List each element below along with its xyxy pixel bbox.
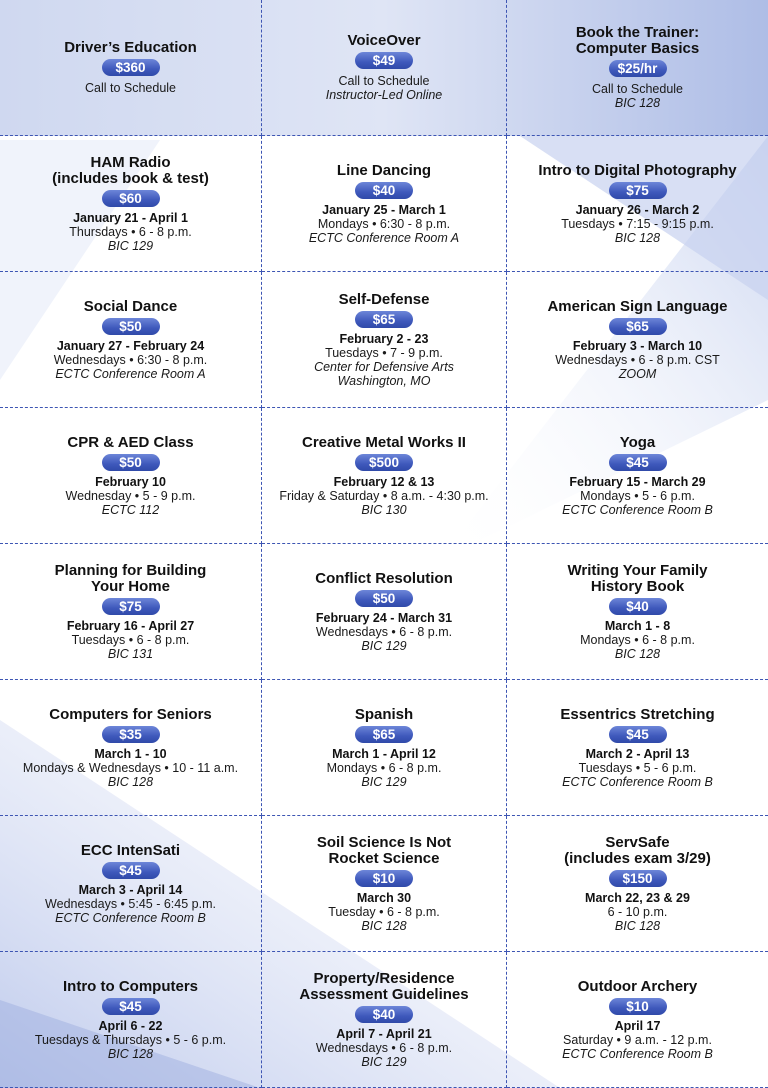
class-card bbox=[0, 952, 262, 1088]
class-time: Mondays • 6 - 8 p.m. bbox=[326, 760, 442, 775]
class-time: Call to Schedule bbox=[338, 74, 430, 88]
class-location: Center for Defensive Arts Washington, MO bbox=[314, 359, 454, 388]
price-badge: $35 bbox=[102, 726, 160, 743]
price-badge: $45 bbox=[102, 998, 160, 1015]
class-title: Line Dancing bbox=[336, 161, 432, 179]
class-dates: February 24 - March 31 bbox=[315, 610, 453, 625]
class-title: Book the Trainer: Computer Basics bbox=[575, 24, 700, 57]
class-dates: February 15 - March 29 bbox=[569, 474, 706, 489]
class-card bbox=[262, 272, 507, 408]
class-dates: April 7 - April 21 bbox=[336, 1026, 432, 1041]
class-location: BIC 129 bbox=[107, 238, 154, 253]
class-title: Computers for Seniors bbox=[49, 705, 212, 723]
class-dates: March 1 - April 12 bbox=[332, 746, 436, 761]
class-title: Soil Science Is Not Rocket Science bbox=[316, 833, 452, 867]
class-title: Outdoor Archery bbox=[577, 977, 698, 995]
class-time: Saturday • 9 a.m. - 12 p.m. bbox=[563, 1032, 712, 1047]
class-location: Instructor-Led Online bbox=[325, 88, 443, 102]
class-card bbox=[262, 952, 507, 1088]
class-title: Intro to Digital Photography bbox=[538, 161, 737, 179]
class-title: Intro to Computers bbox=[63, 977, 198, 995]
price-badge: $50 bbox=[102, 318, 160, 335]
class-card bbox=[507, 680, 768, 816]
class-card bbox=[507, 544, 768, 680]
price-badge: $10 bbox=[355, 870, 413, 887]
class-time: Mondays • 6 - 8 p.m. bbox=[580, 632, 695, 647]
price-badge: $360 bbox=[102, 59, 160, 76]
price-badge: $50 bbox=[355, 590, 413, 607]
class-dates: February 3 - March 10 bbox=[572, 338, 703, 353]
class-time: Tuesday • 6 - 8 p.m. bbox=[328, 904, 440, 919]
class-title: VoiceOver bbox=[347, 32, 421, 49]
price-badge: $40 bbox=[355, 182, 413, 199]
class-card bbox=[262, 408, 507, 544]
class-time: Mondays • 5 - 6 p.m. bbox=[580, 488, 695, 503]
class-location: ECTC Conference Room A bbox=[55, 366, 206, 381]
class-dates: March 22, 23 & 29 bbox=[585, 890, 690, 905]
class-card bbox=[507, 816, 768, 952]
class-time: Tuesdays • 7 - 9 p.m. bbox=[325, 345, 443, 360]
class-title: ServSafe (includes exam 3/29) bbox=[564, 833, 711, 867]
class-title: Self-Defense bbox=[338, 290, 430, 308]
class-card bbox=[0, 816, 262, 952]
class-dates: January 27 - February 24 bbox=[56, 338, 205, 353]
price-badge: $45 bbox=[609, 454, 667, 471]
class-card bbox=[262, 816, 507, 952]
class-card bbox=[507, 952, 768, 1088]
price-badge: $60 bbox=[102, 190, 160, 207]
class-dates: March 30 bbox=[356, 890, 412, 905]
price-badge: $65 bbox=[609, 318, 667, 335]
class-time: Tuesdays • 7:15 - 9:15 p.m. bbox=[561, 216, 714, 231]
class-card bbox=[262, 136, 507, 272]
class-dates: February 16 - April 27 bbox=[66, 618, 195, 633]
class-time: Wednesdays • 5:45 - 6:45 p.m. bbox=[45, 896, 216, 911]
class-location: BIC 128 bbox=[614, 918, 661, 933]
class-dates: January 26 - March 2 bbox=[575, 202, 700, 217]
price-badge: $65 bbox=[355, 311, 413, 328]
class-time: Call to Schedule bbox=[84, 81, 177, 95]
price-badge: $65 bbox=[355, 726, 413, 743]
class-card bbox=[0, 544, 262, 680]
price-badge: $75 bbox=[609, 182, 667, 199]
class-time: Friday & Saturday • 8 a.m. - 4:30 p.m. bbox=[279, 488, 489, 503]
price-badge: $25/hr bbox=[609, 60, 667, 77]
class-location: ECTC Conference Room B bbox=[562, 502, 713, 517]
class-card bbox=[507, 136, 768, 272]
class-time: Tuesdays & Thursdays • 5 - 6 p.m. bbox=[34, 1032, 227, 1047]
price-badge: $45 bbox=[609, 726, 667, 743]
class-card bbox=[507, 408, 768, 544]
class-title: Property/Residence Assessment Guidelines bbox=[299, 969, 469, 1003]
price-badge: $10 bbox=[609, 998, 667, 1015]
class-location: ECTC Conference Room A bbox=[308, 230, 460, 245]
price-badge: $500 bbox=[355, 454, 413, 471]
class-location: ECTC Conference Room B bbox=[55, 910, 206, 925]
class-title: HAM Radio (includes book & test) bbox=[52, 153, 209, 187]
class-title: Writing Your Family History Book bbox=[567, 561, 708, 595]
class-location: BIC 128 bbox=[614, 96, 661, 110]
class-dates: February 2 - 23 bbox=[339, 331, 429, 346]
class-card bbox=[0, 272, 262, 408]
class-location: BIC 128 bbox=[361, 918, 407, 933]
class-location: ZOOM bbox=[618, 366, 657, 381]
class-card bbox=[262, 0, 507, 136]
class-time: Wednesdays • 6 - 8 p.m. CST bbox=[555, 352, 720, 367]
class-location: BIC 128 bbox=[107, 774, 154, 789]
class-dates: March 3 - April 14 bbox=[78, 882, 183, 897]
class-title: Essentrics Stretching bbox=[560, 705, 715, 723]
class-dates: March 1 - 10 bbox=[94, 746, 167, 761]
price-badge: $50 bbox=[102, 454, 160, 471]
class-title: ECC IntenSati bbox=[80, 841, 181, 859]
class-title: Social Dance bbox=[83, 297, 178, 315]
class-location: BIC 130 bbox=[361, 502, 407, 517]
class-time: Wednesdays • 6:30 - 8 p.m. bbox=[53, 352, 208, 367]
class-time: Tuesdays • 5 - 6 p.m. bbox=[578, 760, 697, 775]
class-title: Spanish bbox=[354, 705, 414, 723]
class-dates: March 2 - April 13 bbox=[585, 746, 690, 761]
class-card bbox=[0, 680, 262, 816]
price-badge: $40 bbox=[609, 598, 667, 615]
class-time: Mondays • 6:30 - 8 p.m. bbox=[317, 216, 451, 231]
class-card bbox=[0, 408, 262, 544]
class-dates: February 12 & 13 bbox=[333, 474, 435, 489]
class-location: BIC 129 bbox=[361, 1054, 407, 1069]
class-dates: April 17 bbox=[614, 1018, 661, 1033]
price-badge: $40 bbox=[355, 1006, 413, 1023]
price-badge: $49 bbox=[355, 52, 413, 69]
class-location: BIC 129 bbox=[361, 638, 407, 653]
class-card bbox=[0, 136, 262, 272]
class-time: Wednesday • 5 - 9 p.m. bbox=[65, 488, 196, 503]
class-time: Tuesdays • 6 - 8 p.m. bbox=[71, 632, 190, 647]
class-time: Mondays & Wednesdays • 10 - 11 a.m. bbox=[22, 760, 239, 775]
class-title: CPR & AED Class bbox=[67, 433, 194, 451]
class-title: Driver’s Education bbox=[64, 39, 197, 56]
class-time: Call to Schedule bbox=[591, 82, 684, 96]
class-location: ECTC 112 bbox=[101, 502, 160, 517]
class-dates: January 21 - April 1 bbox=[73, 210, 188, 225]
class-card bbox=[507, 0, 768, 136]
class-location: ECTC Conference Room B bbox=[562, 774, 713, 789]
class-location: BIC 131 bbox=[107, 646, 154, 661]
class-time: 6 - 10 p.m. bbox=[607, 904, 668, 919]
class-location: BIC 128 bbox=[107, 1046, 154, 1061]
class-location: BIC 129 bbox=[361, 774, 407, 789]
class-title: American Sign Language bbox=[547, 297, 728, 315]
class-dates: February 10 bbox=[95, 474, 166, 489]
class-location: ECTC Conference Room B bbox=[562, 1046, 713, 1061]
class-card bbox=[0, 0, 262, 136]
class-dates: March 1 - 8 bbox=[604, 618, 671, 633]
class-dates: April 6 - 22 bbox=[98, 1018, 163, 1033]
class-card bbox=[507, 272, 768, 408]
class-time: Wednesdays • 6 - 8 p.m. bbox=[315, 624, 453, 639]
class-title: Planning for Building Your Home bbox=[54, 561, 207, 595]
price-badge: $150 bbox=[609, 870, 667, 887]
class-title: Creative Metal Works II bbox=[302, 433, 466, 451]
price-badge: $45 bbox=[102, 862, 160, 879]
class-location: BIC 128 bbox=[614, 230, 661, 245]
class-title: Yoga bbox=[619, 433, 656, 451]
class-card bbox=[262, 680, 507, 816]
class-time: Thursdays • 6 - 8 p.m. bbox=[69, 224, 192, 239]
price-badge: $75 bbox=[102, 598, 160, 615]
class-time: Wednesdays • 6 - 8 p.m. bbox=[315, 1040, 453, 1055]
class-title: Conflict Resolution bbox=[315, 569, 453, 587]
class-card bbox=[262, 544, 507, 680]
class-dates: January 25 - March 1 bbox=[322, 202, 446, 217]
class-location: BIC 128 bbox=[614, 646, 661, 661]
